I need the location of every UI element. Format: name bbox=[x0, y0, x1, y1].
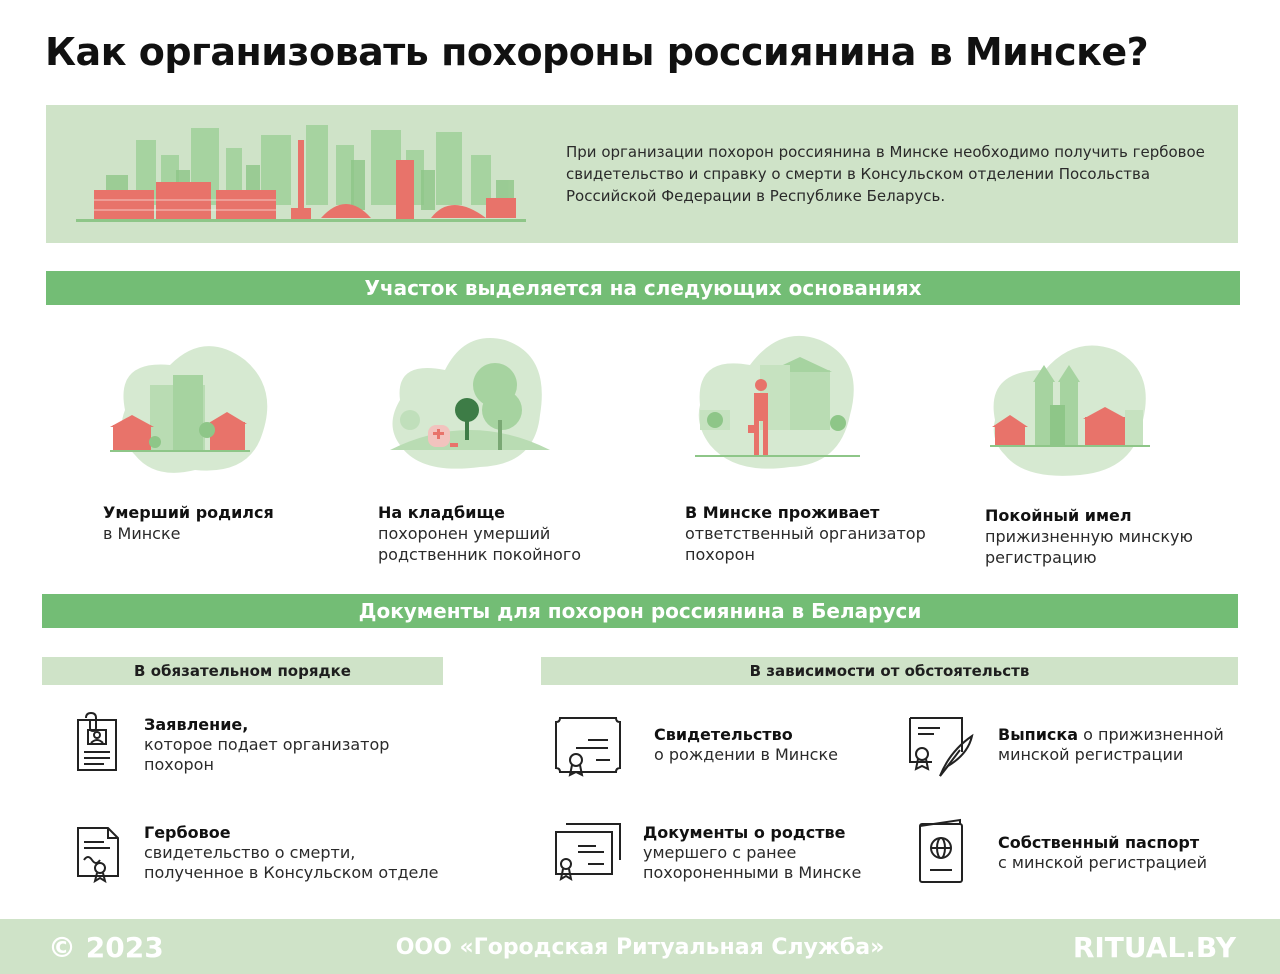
death-certificate-icon bbox=[60, 818, 140, 884]
footer bbox=[0, 919, 1280, 974]
ground-registration-title: Покойный имел bbox=[985, 506, 1132, 525]
doc-registration-extract-title: Выписка bbox=[998, 725, 1079, 744]
doc-passport-text: с минской регистрацией bbox=[998, 853, 1207, 872]
doc-passport-title: Собственный паспорт bbox=[998, 833, 1200, 852]
ground-cemetery bbox=[378, 502, 638, 565]
doc-kinship-title: Документы о родстве bbox=[643, 823, 846, 842]
ground-resident bbox=[685, 502, 945, 565]
doc-application bbox=[144, 715, 404, 775]
footer-company: ООО «Городская Ритуальная Служба» bbox=[395, 935, 885, 960]
doc-death-certificate bbox=[144, 823, 444, 883]
cemetery-illustration bbox=[370, 325, 570, 495]
doc-birth-certificate-title: Свидетельство bbox=[654, 725, 793, 744]
ground-registration bbox=[985, 505, 1245, 568]
doc-death-certificate-title: Гербовое bbox=[144, 823, 231, 842]
application-form-icon bbox=[60, 712, 140, 778]
resident-illustration bbox=[680, 325, 880, 495]
page-title: Как организовать похороны россиянина в Минске? bbox=[45, 30, 1149, 74]
ground-cemetery-title: На кладбище bbox=[378, 503, 505, 522]
ground-cemetery-text: похоронен умерший родственник покойного bbox=[378, 524, 582, 564]
ground-birthplace-title: Умерший родился bbox=[103, 503, 274, 522]
registration-extract-icon bbox=[900, 714, 980, 780]
birthplace-illustration bbox=[95, 330, 295, 500]
birth-certificate-icon bbox=[548, 714, 628, 780]
passport-icon bbox=[900, 818, 980, 884]
doc-kinship-text: умершего с ранее похороненными в Минске bbox=[643, 843, 862, 882]
ground-resident-title: В Минске проживает bbox=[685, 503, 880, 522]
city-skyline-illustration bbox=[66, 120, 536, 230]
doc-birth-certificate-text: о рождении в Минске bbox=[654, 745, 838, 764]
doc-application-text: которое подает организатор похорон bbox=[144, 735, 390, 774]
doc-application-title: Заявление, bbox=[144, 715, 249, 734]
doc-birth-certificate bbox=[654, 725, 874, 765]
doc-registration-extract-text: о прижизненной минской регистрации bbox=[998, 725, 1224, 764]
ground-birthplace bbox=[103, 502, 343, 544]
intro-panel bbox=[46, 105, 1238, 243]
kinship-documents-icon bbox=[548, 818, 628, 884]
conditional-heading: В зависимости от обстоятельств bbox=[541, 657, 1238, 685]
footer-site-link[interactable]: RITUAL.BY bbox=[1072, 931, 1236, 964]
intro-text: При организации похорон россиянина в Минске необходимо получить гербовое свидетельство и справку о смерти в Консульском отделении Посольства Российской Федерации в Республике Беларусь. bbox=[566, 143, 1205, 205]
ground-registration-text: прижизненную минскую регистрацию bbox=[985, 527, 1193, 567]
grounds-heading: Участок выделяется на следующих основаниях bbox=[46, 271, 1240, 305]
ground-birthplace-text: в Минске bbox=[103, 524, 181, 543]
registration-illustration bbox=[975, 325, 1175, 495]
documents-heading: Документы для похорон россиянина в Беларуси bbox=[42, 594, 1238, 628]
mandatory-heading: В обязательном порядке bbox=[42, 657, 443, 685]
doc-death-certificate-text: свидетельство о смерти, полученное в Консульском отделе bbox=[144, 843, 439, 882]
ground-resident-text: ответственный организатор похорон bbox=[685, 524, 926, 564]
footer-copyright: © 2023 bbox=[48, 931, 164, 964]
doc-kinship bbox=[643, 823, 883, 883]
doc-passport bbox=[998, 833, 1238, 873]
doc-registration-extract bbox=[998, 725, 1238, 765]
